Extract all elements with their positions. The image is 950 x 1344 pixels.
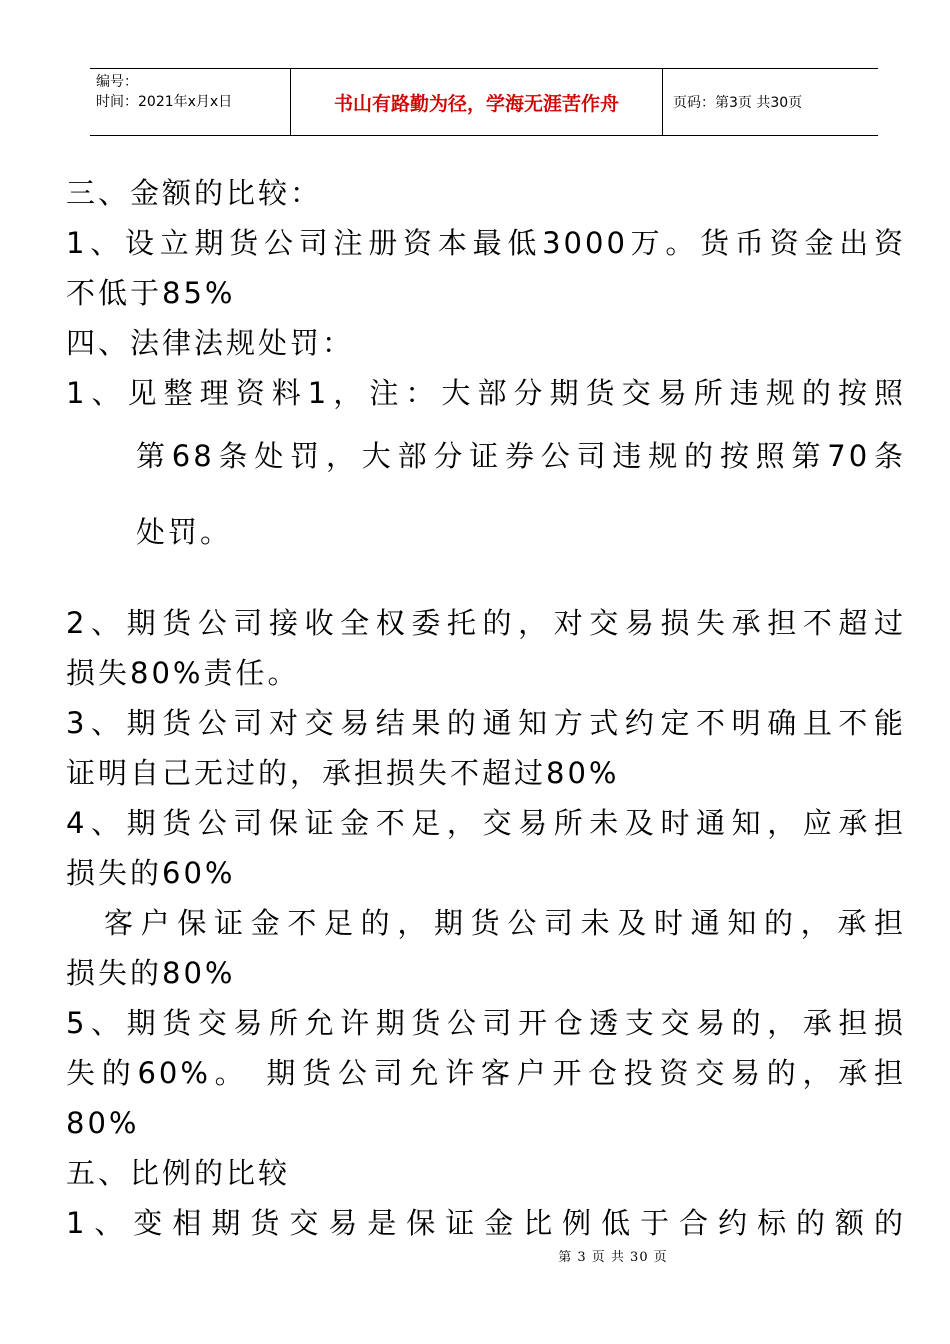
paragraph-line: 80% xyxy=(66,1106,140,1140)
page-footer xyxy=(0,1246,950,1265)
section-heading: 四、法律法规处罚： xyxy=(66,326,355,360)
page-header xyxy=(90,68,878,136)
paragraph-line: 客户保证金不足的，期货公司未及时通知的，承担 xyxy=(104,906,906,940)
paragraph-line: 不低于85% xyxy=(66,276,236,310)
paragraph-line: 4、期货公司保证金不足，交易所未及时通知，应承担 xyxy=(66,806,906,840)
paragraph-line: 3、期货公司对交易结果的通知方式约定不明确且不能 xyxy=(66,706,906,740)
document-body xyxy=(66,168,906,1248)
section-heading: 五、比例的比较 xyxy=(66,1156,291,1190)
paragraph-line: 1、变相期货交易是保证金比例低于合约标的额的 xyxy=(66,1206,906,1240)
header-meta-cell xyxy=(90,69,291,135)
time-label: 时间：2021年x月x日 xyxy=(96,94,233,110)
page-info: 页码：第3页 共30页 xyxy=(673,95,803,111)
paragraph-line: 损失80%责任。 xyxy=(66,656,300,690)
footer-page-number: 第 3 页 共 30 页 xyxy=(558,1250,668,1265)
paragraph-line: 第68条处罚，大部分证券公司违规的按照第70条 xyxy=(136,439,906,473)
paragraph-line: 5、期货交易所允许期货公司开仓透支交易的，承担损 xyxy=(66,1006,906,1040)
header-page-cell xyxy=(663,69,878,135)
motto-text: 书山有路勤为径，学海无涯苦作舟 xyxy=(333,92,619,115)
paragraph-line: 证明自己无过的，承担损失不超过80% xyxy=(66,756,620,790)
paragraph-line: 损失的60% xyxy=(66,856,236,890)
paragraph-line: 损失的80% xyxy=(66,956,236,990)
paragraph-line: 2、期货公司接收全权委托的，对交易损失承担不超过 xyxy=(66,606,906,640)
paragraph-line: 1、设立期货公司注册资本最低3000万。货币资金出资 xyxy=(66,226,906,260)
paragraph-line: 失的60%。 期货公司允许客户开仓投资交易的，承担 xyxy=(66,1056,906,1090)
paragraph-line: 处罚。 xyxy=(136,515,233,549)
section-heading: 三、金额的比较： xyxy=(66,176,323,210)
number-label: 编号： xyxy=(96,74,138,90)
header-motto-cell xyxy=(291,69,663,135)
paragraph-line: 1、见整理资料1，注：大部分期货交易所违规的按照 xyxy=(66,376,906,410)
